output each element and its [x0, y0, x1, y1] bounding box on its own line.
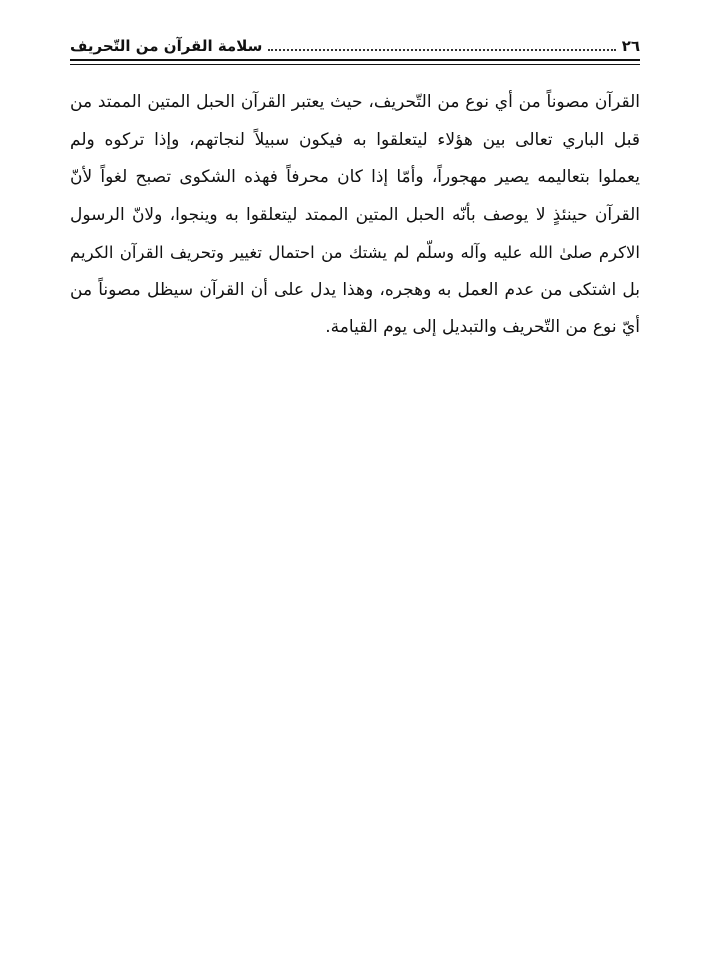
text-line: بل اشتكى من عدم العمل به وهجره، وهذا يدل على أن القرآن سيظل مصوناً من: [70, 279, 640, 300]
text-line: القرآن مصوناً من أي نوع من التّحريف، حيث يعتبر القرآن الحبل المتين الممتد من: [70, 92, 640, 112]
header-leader-dots: [268, 49, 615, 51]
page-number: ٢٦: [621, 37, 640, 55]
text-line: يعملوا بتعاليمه يصير مهجوراً، وأمّا إذا كان محرفاً فهذه الشكوى تصبح لغواً لأنّ: [70, 167, 640, 187]
text-line: أيّ نوع من التّحريف والتبديل إلى يوم القيامة.: [325, 317, 640, 337]
page-header: [70, 28, 640, 56]
header-rule-thin: [70, 64, 640, 65]
running-title: سلامة القرآن من التّحريف: [70, 37, 263, 55]
header-rule-thick: [70, 59, 640, 61]
text-line: القرآن حينئذٍ لا يوصف بأنّه الحبل المتين الممتد ليتعلقوا به وينجوا، ولانّ الرسول: [70, 204, 640, 225]
body-paragraph: [70, 84, 640, 347]
text-line: الاكرم صلىٰ الله عليه وآله وسلّم لم يشتك من احتمال تغيير وتحريف القرآن الكريم: [70, 243, 640, 262]
text-line: قبل الباري تعالى بين هؤلاء ليتعلقوا به فيكون سبيلاً لنجاتهم، وإذا تركوه ولم: [70, 129, 640, 150]
